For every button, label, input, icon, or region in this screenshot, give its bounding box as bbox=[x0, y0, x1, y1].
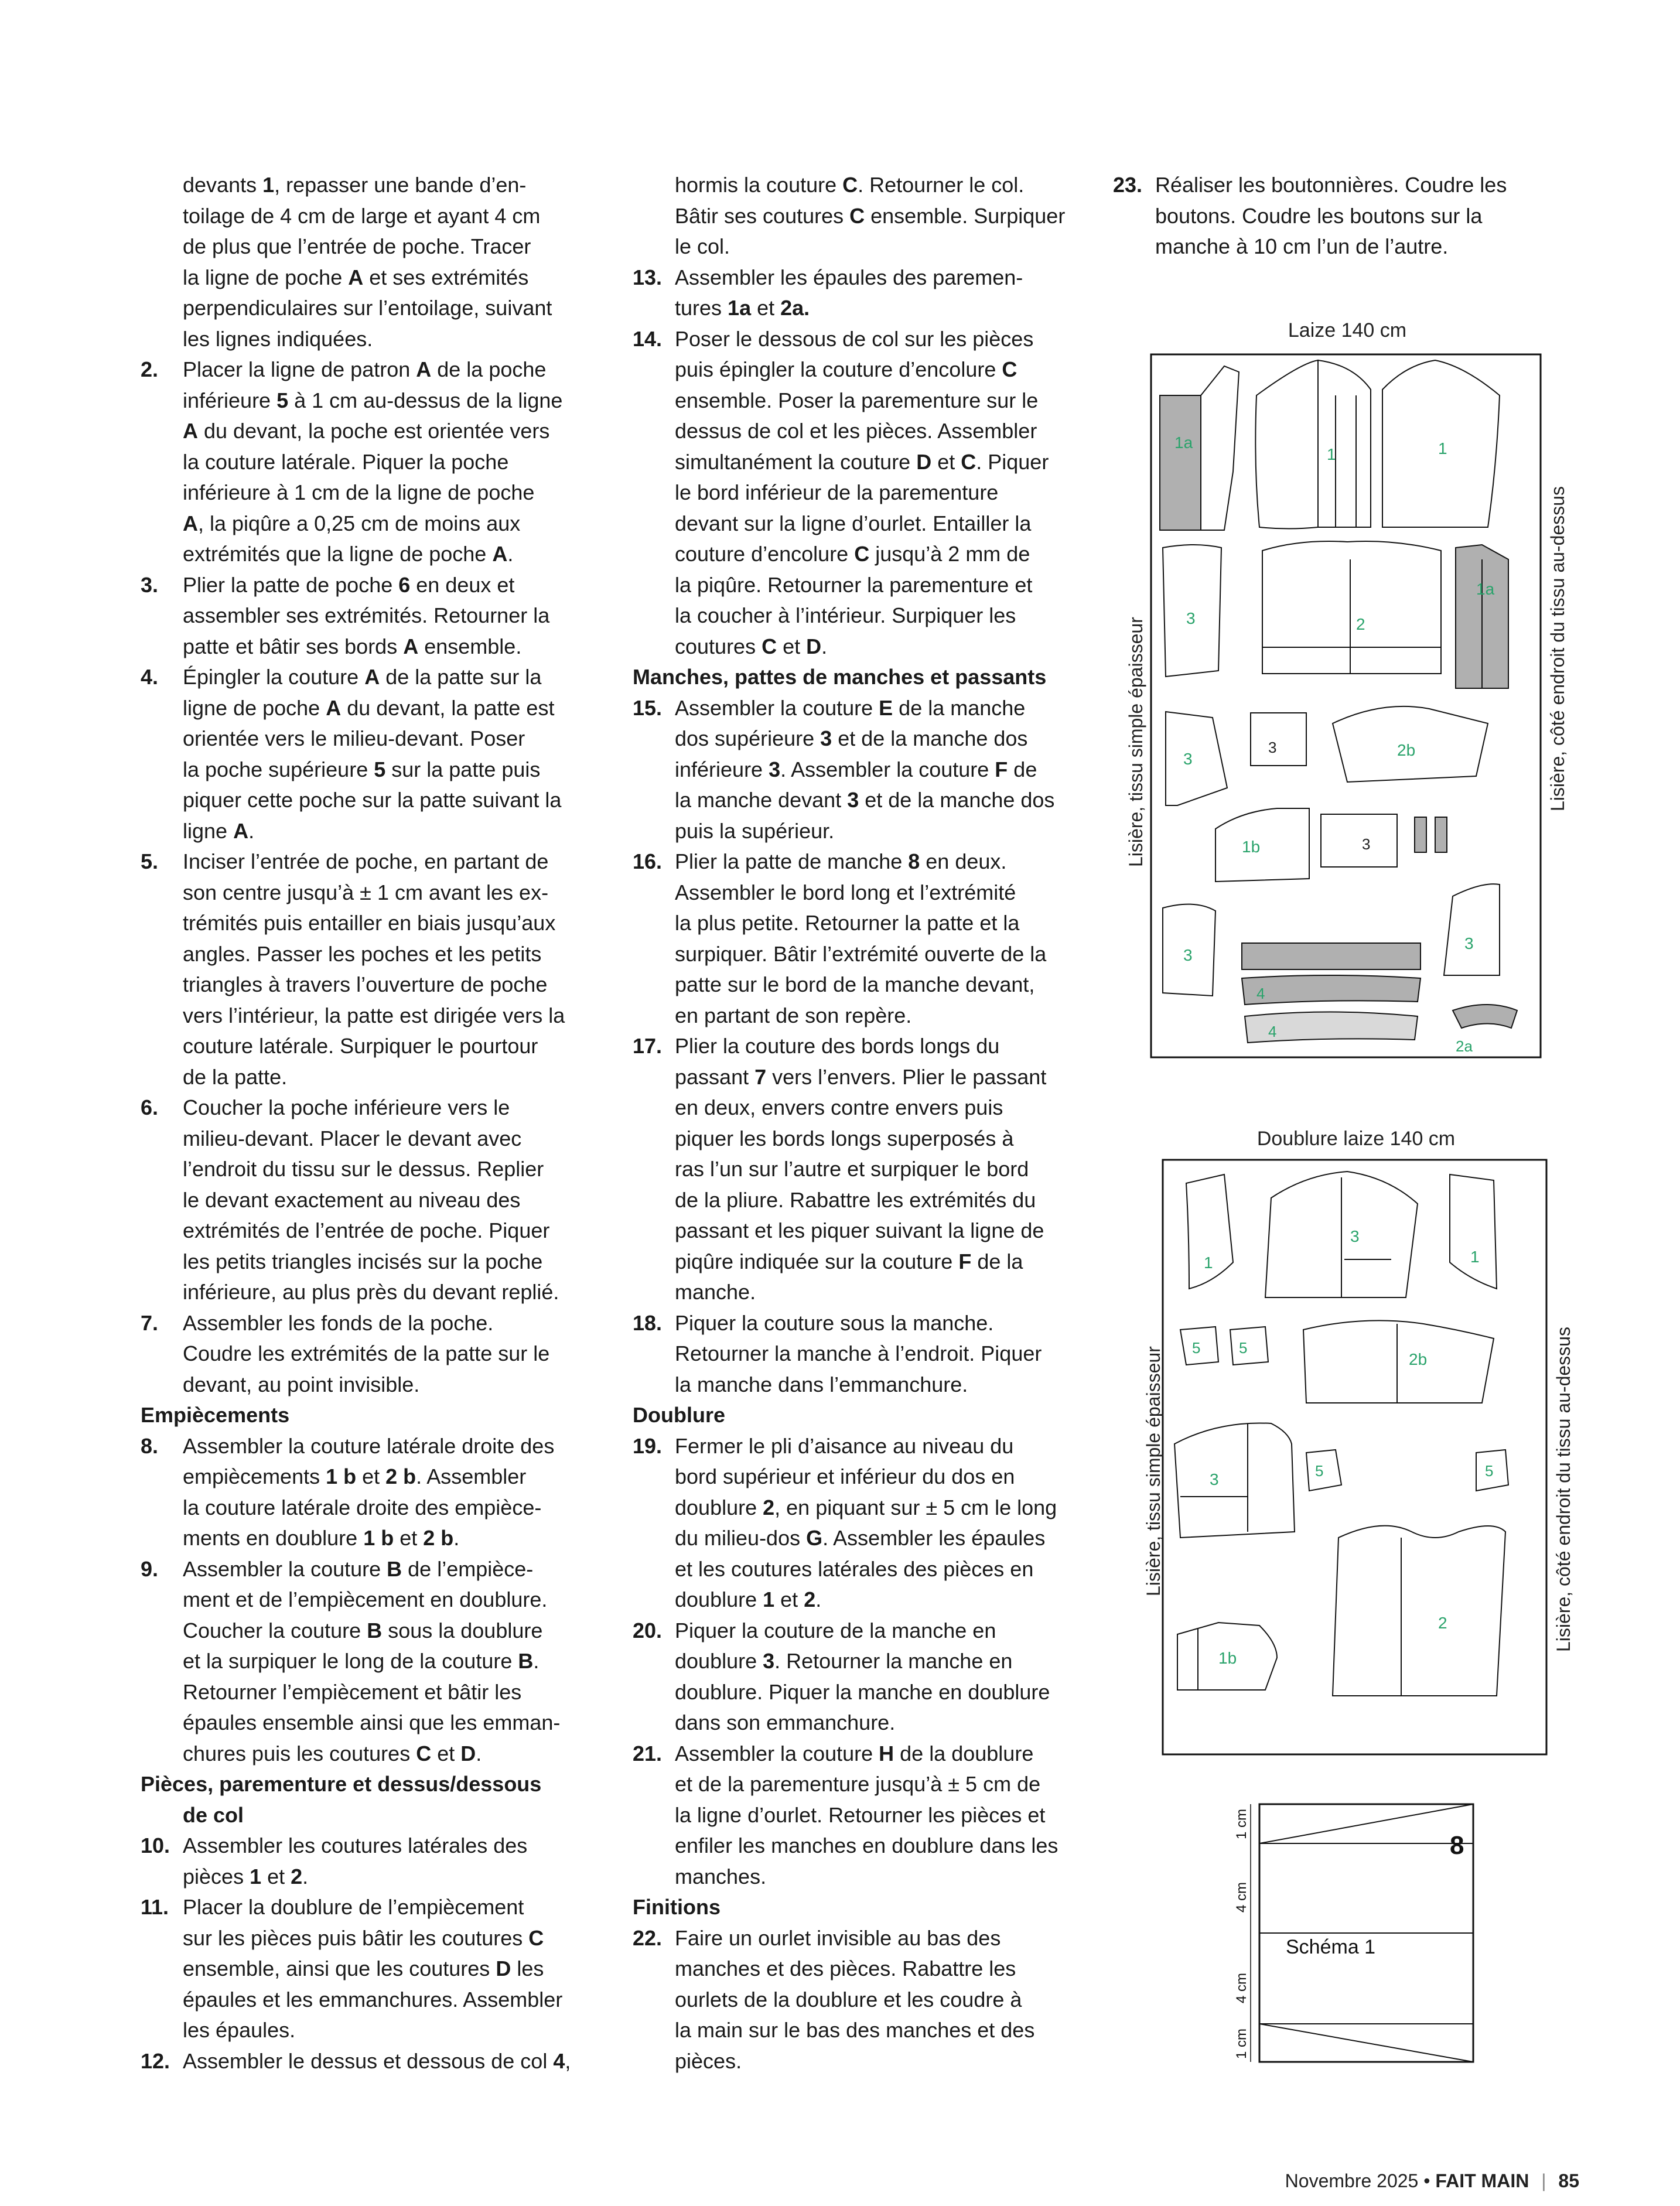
step-text-line: Piquer la couture de la manche en bbox=[675, 1618, 996, 1642]
step-number: 20. bbox=[633, 1618, 663, 1642]
step-text-line: piqûre indiquée sur la couture F de la bbox=[675, 1249, 1023, 1273]
step-number: 5. bbox=[141, 849, 159, 873]
step-text-line: simultanément la couture D et C. Piquer bbox=[675, 449, 1049, 474]
step-text-line: inférieure 5 à 1 cm au-dessus de la ligne bbox=[183, 388, 563, 412]
step-text-line: piquer les bords longs superposés à bbox=[675, 1126, 1014, 1150]
instruction-step bbox=[1113, 170, 1576, 262]
selvage-right-label: Lisière, côté endroit du tissu au-dessus bbox=[1547, 486, 1568, 811]
svg-text:3: 3 bbox=[1362, 835, 1371, 853]
step-text-line: Poser le dessous de col sur les pièces bbox=[675, 326, 1034, 351]
schema-number: 8 bbox=[1450, 1831, 1464, 1860]
step-number: 6. bbox=[141, 1095, 159, 1119]
instruction-step bbox=[141, 354, 603, 570]
step-text-line: du milieu-dos G. Assembler les épaules bbox=[675, 1526, 1046, 1550]
step-text-line: trémités puis entailler en biais jusqu’aux bbox=[183, 911, 556, 935]
svg-text:1b: 1b bbox=[1242, 838, 1261, 856]
step-text-line: pièces. bbox=[675, 2048, 742, 2073]
step-text-line: dessus de col et les pièces. Assembler bbox=[675, 419, 1037, 443]
step-text-line: Piquer la couture sous la manche. bbox=[675, 1310, 994, 1335]
step-text-line: patte sur le bord de la manche devant, bbox=[675, 972, 1035, 996]
selvage-right-label: Lisière, côté endroit du tissu au-dessus bbox=[1553, 1327, 1574, 1652]
svg-text:5: 5 bbox=[1239, 1339, 1248, 1357]
svg-text:1: 1 bbox=[1438, 439, 1447, 457]
step-text-line: Assembler les fonds de la poche. bbox=[183, 1310, 494, 1335]
diagram-title: Doublure laize 140 cm bbox=[1256, 1128, 1456, 1150]
step-text-line: ourlets de la doublure et les coudre à bbox=[675, 1987, 1022, 2012]
page-footer bbox=[1285, 2170, 1579, 2192]
step-number: 12. bbox=[141, 2048, 170, 2073]
step-text-line: Plier la patte de poche 6 en deux et bbox=[183, 572, 515, 597]
step-text-line: Plier la couture des bords longs du bbox=[675, 1034, 1000, 1058]
step-text-line: la plus petite. Retourner la patte et la bbox=[675, 911, 1020, 935]
footer-issue: Novembre 2025 bbox=[1285, 2170, 1419, 2191]
step-text-line: inférieure, au plus près du devant replié. bbox=[183, 1280, 559, 1304]
text-line: la ligne de poche A et ses extrémités bbox=[183, 265, 529, 289]
selvage-left-label: Lisière, tissu simple épaisseur bbox=[1125, 617, 1146, 867]
step-number: 7. bbox=[141, 1310, 159, 1335]
step-text-line: inférieure 3. Assembler la couture F de bbox=[675, 757, 1037, 781]
svg-text:4 cm: 4 cm bbox=[1234, 1881, 1249, 1913]
text-line: toilage de 4 cm de large et ayant 4 cm bbox=[183, 203, 541, 228]
text-column-2 bbox=[633, 170, 1095, 2077]
step-text-line: surpiquer. Bâtir l’extrémité ouverte de la bbox=[675, 941, 1047, 966]
step-number: 13. bbox=[633, 265, 663, 289]
step-text-line: milieu-devant. Placer le devant avec bbox=[183, 1126, 522, 1150]
section-heading: Manches, pattes de manches et passants bbox=[633, 665, 1047, 689]
step-number: 17. bbox=[633, 1034, 663, 1058]
svg-text:3: 3 bbox=[1350, 1227, 1360, 1245]
step-text-line: Plier la patte de manche 8 en deux. bbox=[675, 849, 1007, 873]
svg-text:1 cm: 1 cm bbox=[1234, 2028, 1249, 2059]
footer-separator: | bbox=[1541, 2170, 1546, 2191]
step-text-line: ras l’un sur l’autre et surpiquer le bord bbox=[675, 1157, 1029, 1181]
step-text-line: doublure. Piquer la manche en doublure bbox=[675, 1679, 1050, 1704]
instruction-step bbox=[633, 262, 1095, 324]
step-text-line: la piqûre. Retourner la parementure et bbox=[675, 572, 1033, 597]
svg-text:3: 3 bbox=[1268, 739, 1277, 756]
step-text-line: ensemble. Poser la parementure sur le bbox=[675, 388, 1039, 412]
step-number: 10. bbox=[141, 1833, 170, 1857]
text-column-3 bbox=[1113, 170, 1576, 262]
step-text-line: puis épingler la couture d’encolure C bbox=[675, 357, 1017, 381]
step-text-line: et les coutures latérales des pièces en bbox=[675, 1556, 1034, 1581]
svg-text:1: 1 bbox=[1470, 1248, 1480, 1266]
step-text-line: en deux, envers contre envers puis bbox=[675, 1095, 1003, 1119]
step-text-line: Faire un ourlet invisible au bas des bbox=[675, 1925, 1001, 1950]
text-line: hormis la couture C. Retourner le col. bbox=[675, 173, 1025, 197]
step-text-line: passant et les piquer suivant la ligne de bbox=[675, 1218, 1044, 1242]
step-text-line: devant, au point invisible. bbox=[183, 1372, 420, 1396]
step-text-line: Inciser l’entrée de poche, en partant de bbox=[183, 849, 549, 873]
section-heading: Pièces, parementure et dessus/dessous bbox=[141, 1772, 542, 1796]
step-number: 21. bbox=[633, 1741, 663, 1766]
svg-text:4: 4 bbox=[1256, 985, 1265, 1002]
step-text-line: triangles à travers l’ouverture de poche bbox=[183, 972, 548, 996]
step-text-line: la main sur le bas des manches et des bbox=[675, 2018, 1035, 2042]
step-number: 15. bbox=[633, 695, 663, 720]
step-text-line: la couture latérale. Piquer la poche bbox=[183, 449, 509, 474]
step-number: 23. bbox=[1113, 173, 1143, 197]
text-line: le col. bbox=[675, 234, 730, 258]
svg-text:1: 1 bbox=[1327, 445, 1336, 463]
step-number: 8. bbox=[141, 1433, 159, 1458]
step-text-line: passant 7 vers l’envers. Plier le passant bbox=[675, 1064, 1047, 1089]
footer-magazine: FAIT MAIN bbox=[1435, 2170, 1529, 2191]
text-line: de plus que l’entrée de poche. Tracer bbox=[183, 234, 531, 258]
section-heading: Empiècements bbox=[141, 1403, 290, 1427]
step-text-line: boutons. Coudre les boutons sur la bbox=[1155, 203, 1483, 228]
step-text-line: tures 1a et 2a. bbox=[675, 296, 810, 320]
cutting-layout-lining bbox=[1131, 1128, 1605, 1760]
instruction-step bbox=[141, 1554, 603, 1770]
schema-label: Schéma 1 bbox=[1286, 1936, 1376, 1958]
step-text-line: le bord inférieur de la parementure bbox=[675, 480, 999, 504]
step-text-line: piquer cette poche sur la patte suivant la bbox=[183, 788, 562, 812]
svg-text:4: 4 bbox=[1268, 1023, 1277, 1040]
step-text-line: Fermer le pli d’aisance au niveau du bbox=[675, 1433, 1014, 1458]
step-text-line: dos supérieure 3 et de la manche dos bbox=[675, 726, 1028, 750]
step-text-line: la manche devant 3 et de la manche dos bbox=[675, 788, 1055, 812]
text-line: Bâtir ses coutures C ensemble. Surpiquer bbox=[675, 203, 1066, 228]
step-text-line: Retourner l’empiècement et bâtir les bbox=[183, 1679, 522, 1704]
step-text-line: couture latérale. Surpiquer le pourtour bbox=[183, 1034, 538, 1058]
step-text-line: doublure 1 et 2. bbox=[675, 1587, 822, 1611]
svg-text:5: 5 bbox=[1485, 1462, 1494, 1480]
step-text-line: extrémités de l’entrée de poche. Piquer bbox=[183, 1218, 550, 1242]
step-text-line: A du devant, la poche est orientée vers bbox=[183, 419, 550, 443]
step-number: 16. bbox=[633, 849, 663, 873]
step-text-line: ligne de poche A du devant, la patte est bbox=[183, 695, 555, 720]
step-text-line: patte et bâtir ses bords A ensemble. bbox=[183, 634, 522, 658]
step-text-line: ments en doublure 1 b et 2 b. bbox=[183, 1526, 460, 1550]
step-text-line: manches et des pièces. Rabattre les bbox=[675, 1956, 1016, 1980]
instruction-step bbox=[633, 1431, 1095, 1616]
svg-text:3: 3 bbox=[1183, 750, 1193, 768]
step-text-line: en partant de son repère. bbox=[675, 1003, 912, 1027]
step-text-line: Épingler la couture A de la patte sur la bbox=[183, 665, 542, 689]
svg-text:3: 3 bbox=[1210, 1470, 1219, 1488]
footer-bullet: • bbox=[1423, 2170, 1430, 2191]
step-number: 2. bbox=[141, 357, 159, 381]
step-text-line: extrémités que la ligne de poche A. bbox=[183, 542, 514, 566]
instruction-step bbox=[141, 1431, 603, 1554]
svg-text:2b: 2b bbox=[1397, 741, 1416, 759]
step-text-line: de la patte. bbox=[183, 1064, 288, 1089]
step-text-line: la manche dans l’emmanchure. bbox=[675, 1372, 968, 1396]
step-text-line: les petits triangles incisés sur la poche bbox=[183, 1249, 543, 1273]
instruction-step bbox=[141, 662, 603, 846]
step-text-line: doublure 3. Retourner la manche en bbox=[675, 1649, 1013, 1673]
instruction-step bbox=[633, 1739, 1095, 1893]
svg-text:1b: 1b bbox=[1218, 1649, 1237, 1667]
step-text-line: assembler ses extrémités. Retourner la bbox=[183, 603, 550, 627]
step-text-line: empiècements 1 b et 2 b. Assembler bbox=[183, 1464, 527, 1488]
svg-text:1: 1 bbox=[1204, 1254, 1213, 1272]
diagram-title: Laize 140 cm bbox=[1288, 319, 1407, 342]
step-text-line: couture d’encolure C jusqu’à 2 mm de bbox=[675, 542, 1030, 566]
section-heading: Doublure bbox=[633, 1403, 725, 1427]
instruction-step bbox=[141, 846, 603, 1092]
step-text-line: Réaliser les boutonnières. Coudre les bbox=[1155, 173, 1507, 197]
step-text-line: et la surpiquer le long de la couture B. bbox=[183, 1649, 539, 1673]
text-line: perpendiculaires sur l’entoilage, suivant bbox=[183, 296, 552, 320]
instruction-step bbox=[633, 324, 1095, 663]
step-number: 11. bbox=[141, 1895, 169, 1919]
step-number: 19. bbox=[633, 1433, 663, 1458]
step-text-line: épaules et les emmanchures. Assembler bbox=[183, 1987, 563, 2012]
instruction-step bbox=[141, 1831, 603, 1892]
instruction-step bbox=[141, 1092, 603, 1308]
step-text-line: sur les pièces puis bâtir les coutures C bbox=[183, 1925, 544, 1950]
page-number: 85 bbox=[1558, 2170, 1579, 2191]
step-text-line: la coucher à l’intérieur. Surpiquer les bbox=[675, 603, 1016, 627]
step-text-line: A, la piqûre a 0,25 cm de moins aux bbox=[183, 511, 521, 535]
step-text-line: angles. Passer les poches et les petits bbox=[183, 941, 542, 966]
svg-text:3: 3 bbox=[1464, 934, 1474, 952]
step-text-line: dans son emmanchure. bbox=[675, 1710, 896, 1734]
step-text-line: manche. bbox=[675, 1280, 756, 1304]
step-text-line: coutures C et D. bbox=[675, 634, 828, 658]
step-text-line: pièces 1 et 2. bbox=[183, 1864, 309, 1889]
step-text-line: la ligne d’ourlet. Retourner les pièces et bbox=[675, 1802, 1046, 1827]
step-text-line: la poche supérieure 5 sur la patte puis bbox=[183, 757, 541, 781]
step-text-line: Assembler la couture B de l’empièce- bbox=[183, 1556, 534, 1581]
svg-text:5: 5 bbox=[1192, 1339, 1201, 1357]
step-text-line: Coucher la couture B sous la doublure bbox=[183, 1618, 543, 1642]
instruction-step bbox=[633, 846, 1095, 1031]
svg-text:2: 2 bbox=[1438, 1614, 1447, 1632]
step-number: 3. bbox=[141, 572, 159, 597]
selvage-left-label: Lisière, tissu simple épaisseur bbox=[1143, 1346, 1164, 1596]
step-text-line: la couture latérale droite des empièce- bbox=[183, 1495, 542, 1519]
schema-1-diagram bbox=[1218, 1795, 1488, 2071]
step-text-line: Assembler la couture E de la manche bbox=[675, 695, 1026, 720]
svg-text:4 cm: 4 cm bbox=[1234, 1972, 1249, 2003]
section-heading: Finitions bbox=[633, 1895, 721, 1919]
step-text-line: inférieure à 1 cm de la ligne de poche bbox=[183, 480, 535, 504]
step-text-line: épaules ensemble ainsi que les emman- bbox=[183, 1710, 561, 1734]
svg-text:5: 5 bbox=[1315, 1462, 1324, 1480]
instruction-step bbox=[633, 1031, 1095, 1308]
step-text-line: ligne A. bbox=[183, 818, 255, 843]
step-text-line: Coudre les extrémités de la patte sur le bbox=[183, 1341, 550, 1365]
step-text-line: Retourner la manche à l’endroit. Piquer bbox=[675, 1341, 1042, 1365]
step-number: 9. bbox=[141, 1556, 159, 1581]
step-text-line: de la pliure. Rabattre les extrémités du bbox=[675, 1187, 1036, 1212]
step-text-line: les épaules. bbox=[183, 2018, 296, 2042]
instruction-step bbox=[141, 570, 603, 663]
step-text-line: doublure 2, en piquant sur ± 5 cm le long bbox=[675, 1495, 1057, 1519]
step-text-line: l’endroit du tissu sur le dessus. Replier bbox=[183, 1157, 544, 1181]
step-text-line: le devant exactement au niveau des bbox=[183, 1187, 521, 1212]
svg-text:2: 2 bbox=[1356, 615, 1365, 633]
step-text-line: Assembler la couture H de la doublure bbox=[675, 1741, 1034, 1766]
step-number: 14. bbox=[633, 326, 663, 351]
step-text-line: manche à 10 cm l’un de l’autre. bbox=[1155, 234, 1449, 258]
svg-text:1a: 1a bbox=[1174, 433, 1193, 452]
instruction-step bbox=[141, 2046, 603, 2077]
step-text-line: orientée vers le milieu-devant. Poser bbox=[183, 726, 525, 750]
step-text-line: Assembler la couture latérale droite des bbox=[183, 1433, 555, 1458]
step-text-line: devant sur la ligne d’ourlet. Entailler la bbox=[675, 511, 1032, 535]
step-text-line: son centre jusqu’à ± 1 cm avant les ex- bbox=[183, 880, 549, 904]
step-text-line: Assembler le bord long et l’extrémité bbox=[675, 880, 1016, 904]
text-column-1 bbox=[141, 170, 603, 2077]
step-text-line: Coucher la poche inférieure vers le bbox=[183, 1095, 510, 1119]
svg-text:1 cm: 1 cm bbox=[1234, 1808, 1249, 1839]
svg-text:1a: 1a bbox=[1476, 580, 1495, 598]
instruction-step bbox=[633, 1308, 1095, 1401]
step-text-line: puis la supérieur. bbox=[675, 818, 835, 843]
step-text-line: Placer la ligne de patron A de la poche bbox=[183, 357, 547, 381]
step-text-line: Assembler les coutures latérales des bbox=[183, 1833, 528, 1857]
svg-text:3: 3 bbox=[1186, 609, 1196, 627]
step-number: 4. bbox=[141, 665, 159, 689]
cutting-layout-main bbox=[1125, 319, 1605, 1069]
svg-text:2b: 2b bbox=[1409, 1350, 1428, 1368]
step-text-line: et de la parementure jusqu’à ± 5 cm de bbox=[675, 1772, 1041, 1796]
section-heading: de col bbox=[183, 1802, 244, 1827]
text-line: devants 1, repasser une bande d’en- bbox=[183, 173, 527, 197]
svg-text:3: 3 bbox=[1183, 946, 1193, 964]
step-text-line: Assembler le dessus et dessous de col 4, bbox=[183, 2048, 571, 2073]
instruction-step bbox=[633, 693, 1095, 847]
step-number: 22. bbox=[633, 1925, 663, 1950]
step-number: 18. bbox=[633, 1310, 663, 1335]
instruction-step bbox=[633, 1616, 1095, 1739]
svg-text:2a: 2a bbox=[1456, 1037, 1473, 1055]
step-text-line: bord supérieur et inférieur du dos en bbox=[675, 1464, 1015, 1488]
instruction-step bbox=[141, 1892, 603, 2046]
step-text-line: ment et de l’empiècement en doublure. bbox=[183, 1587, 548, 1611]
step-text-line: Assembler les épaules des paremen- bbox=[675, 265, 1023, 289]
step-text-line: manches. bbox=[675, 1864, 767, 1889]
step-text-line: vers l’intérieur, la patte est dirigée vers la bbox=[183, 1003, 565, 1027]
instruction-step bbox=[141, 1308, 603, 1401]
text-line: les lignes indiquées. bbox=[183, 326, 373, 351]
instruction-step bbox=[633, 1923, 1095, 2077]
step-text-line: Placer la doublure de l’empiècement bbox=[183, 1895, 524, 1919]
step-text-line: ensemble, ainsi que les coutures D les bbox=[183, 1956, 544, 1980]
step-text-line: chures puis les coutures C et D. bbox=[183, 1741, 482, 1766]
step-text-line: enfiler les manches en doublure dans les bbox=[675, 1833, 1058, 1857]
